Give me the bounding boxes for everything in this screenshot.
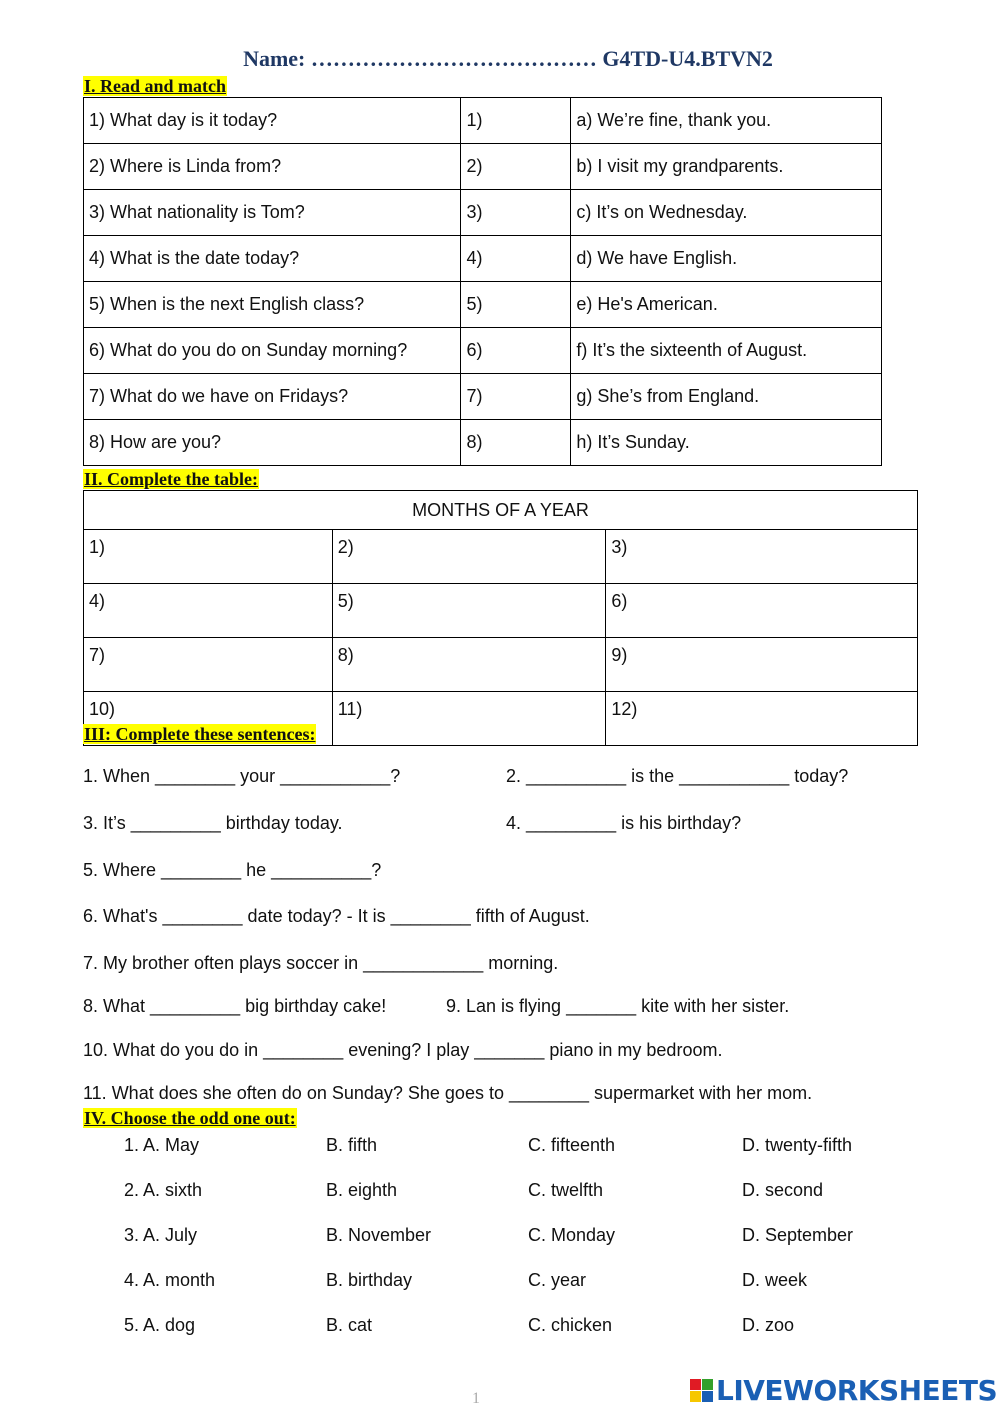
logo-square [690, 1391, 701, 1402]
question-cell: 8) How are you? [84, 420, 461, 466]
table-row [84, 98, 882, 144]
table-row [84, 374, 882, 420]
answer-option: a) We’re fine, thank you. [571, 98, 882, 144]
answer-slot[interactable]: 6) [461, 328, 571, 374]
answer-slot[interactable]: 2) [461, 144, 571, 190]
month-cell[interactable]: 8) [332, 638, 606, 692]
answer-slot[interactable]: 3) [461, 190, 571, 236]
option-b[interactable]: B. November [326, 1225, 432, 1245]
sentence-5[interactable]: 5. Where ________ he __________? [83, 860, 382, 880]
month-cell[interactable]: 12) [606, 692, 918, 746]
page-number: 1 [472, 1390, 480, 1407]
table-row [84, 584, 918, 638]
option-c[interactable]: C. Monday [528, 1225, 616, 1245]
answer-option: e) He's American. [571, 282, 882, 328]
answer-slot[interactable]: 5) [461, 282, 571, 328]
section-4-heading: IV. Choose the odd one out: [84, 1108, 296, 1128]
option-c[interactable]: C. twelfth [528, 1180, 604, 1200]
answer-slot[interactable]: 1) [461, 98, 571, 144]
sentence-4[interactable]: 4. _________ is his birthday? [506, 813, 742, 833]
option-d[interactable]: D. zoo [742, 1315, 795, 1335]
logo-square [702, 1379, 713, 1390]
month-cell[interactable]: 10) [84, 692, 333, 746]
answer-slot[interactable]: 4) [461, 236, 571, 282]
question-cell: 3) What nationality is Tom? [84, 190, 461, 236]
option-a[interactable]: 2. A. sixth [124, 1180, 203, 1200]
answer-option: h) It’s Sunday. [571, 420, 882, 466]
month-cell[interactable]: 11) [332, 692, 606, 746]
table-row [84, 420, 882, 466]
table-row [84, 144, 882, 190]
logo-text: LIVEWORKSHEETS [716, 1374, 998, 1407]
month-cell[interactable]: 5) [332, 584, 606, 638]
table-row [84, 530, 918, 584]
answer-slot[interactable]: 8) [461, 420, 571, 466]
logo-square [702, 1391, 713, 1402]
month-cell[interactable]: 2) [332, 530, 606, 584]
month-cell[interactable]: 4) [84, 584, 333, 638]
answer-option: d) We have English. [571, 236, 882, 282]
sentence-3[interactable]: 3. It’s _________ birthday today. [83, 813, 343, 833]
answer-slot[interactable]: 7) [461, 374, 571, 420]
months-table-title: MONTHS OF A YEAR [84, 491, 918, 530]
answer-option: g) She’s from England. [571, 374, 882, 420]
month-cell[interactable]: 1) [84, 530, 333, 584]
question-cell: 5) When is the next English class? [84, 282, 461, 328]
sentence-1[interactable]: 1. When ________ your ___________? [83, 766, 401, 786]
sentence-9[interactable]: 9. Lan is flying _______ kite with her sister. [446, 996, 790, 1016]
option-a[interactable]: 1. A. May [124, 1135, 200, 1155]
option-c[interactable]: C. fifteenth [528, 1135, 616, 1155]
months-table [83, 490, 918, 746]
option-a[interactable]: 4. A. month [124, 1270, 216, 1290]
table-row [84, 190, 882, 236]
option-d[interactable]: D. twenty-fifth [742, 1135, 853, 1155]
month-cell[interactable]: 6) [606, 584, 918, 638]
option-b[interactable]: B. birthday [326, 1270, 413, 1290]
section-2-heading: II. Complete the table: [84, 469, 258, 489]
section-1-heading: I. Read and match [84, 76, 227, 96]
answer-option: c) It’s on Wednesday. [571, 190, 882, 236]
option-d[interactable]: D. week [742, 1270, 808, 1290]
sentence-2[interactable]: 2. __________ is the ___________ today? [506, 766, 849, 786]
question-cell: 1) What day is it today? [84, 98, 461, 144]
question-cell: 7) What do we have on Fridays? [84, 374, 461, 420]
page-title: Name: ………………………………… G4TD-U4.BTVN2 [243, 46, 773, 71]
answer-option: f) It’s the sixteenth of August. [571, 328, 882, 374]
question-cell: 4) What is the date today? [84, 236, 461, 282]
liveworksheets-logo[interactable] [690, 1374, 997, 1407]
option-c[interactable]: C. chicken [528, 1315, 613, 1335]
month-cell[interactable]: 9) [606, 638, 918, 692]
option-b[interactable]: B. fifth [326, 1135, 378, 1155]
section-3-heading: III: Complete these sentences: [84, 724, 316, 744]
question-cell: 6) What do you do on Sunday morning? [84, 328, 461, 374]
liveworksheets-logo-icon [690, 1379, 713, 1402]
option-a[interactable]: 5. A. dog [124, 1315, 196, 1335]
table-row [84, 282, 882, 328]
sentence-11[interactable]: 11. What does she often do on Sunday? She goes to ________ supermarket with her mom. [83, 1083, 813, 1103]
sentence-8[interactable]: 8. What _________ big birthday cake! [83, 996, 387, 1016]
month-cell[interactable]: 3) [606, 530, 918, 584]
month-cell[interactable]: 7) [84, 638, 333, 692]
match-table [83, 97, 882, 466]
option-a[interactable]: 3. A. July [124, 1225, 198, 1245]
option-d[interactable]: D. second [742, 1180, 824, 1200]
question-cell: 2) Where is Linda from? [84, 144, 461, 190]
sentence-10[interactable]: 10. What do you do in ________ evening? I play _______ piano in my bedroom. [83, 1040, 723, 1060]
answer-option: b) I visit my grandparents. [571, 144, 882, 190]
option-d[interactable]: D. September [742, 1225, 854, 1245]
table-row [84, 328, 882, 374]
sentence-7[interactable]: 7. My brother often plays soccer in ____________ morning. [83, 953, 559, 973]
table-row [84, 236, 882, 282]
table-row [84, 638, 918, 692]
sentence-6[interactable]: 6. What's ________ date today? - It is ________ fifth of August. [83, 906, 590, 926]
option-c[interactable]: C. year [528, 1270, 587, 1290]
option-b[interactable]: B. cat [326, 1315, 373, 1335]
option-b[interactable]: B. eighth [326, 1180, 398, 1200]
logo-square [690, 1379, 701, 1390]
